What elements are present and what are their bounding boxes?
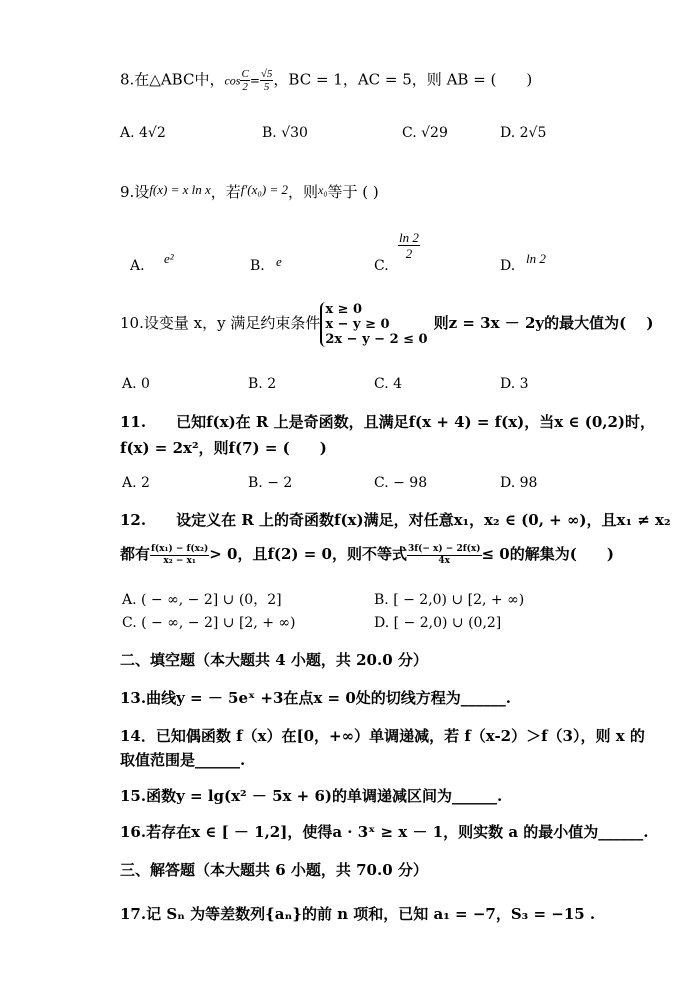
q9-optc-den: 2 [405,246,413,261]
q15-text: 15.函数y = lg(x² － 5x + 6)的单调递减区间为______. [120,787,503,805]
q9-option-a-value: e² [164,251,174,266]
q9-option-d-label: D. [500,258,516,274]
q10-stem-text: 10.设变量 x，y 满足约束条件 [120,314,321,332]
q11-option-b: B. − 2 [248,475,293,491]
q8-value-frac [260,68,274,93]
section-answer-title: 三、解答题（本大题共 6 小题，共 70.0 分） [120,861,428,879]
q12-option-d: D. [ − 2,0) ∪ (0,2] [374,615,502,631]
q8-option-d: D. 2√5 [500,125,547,141]
q9-mid: ，若 [210,183,241,201]
q16-text: 16.若存在x ∈ [ － 1,2]，使得a · 3ˣ ≥ x － 1，则实数 a 的最小值为______. [120,823,649,841]
q10-suffix: 则z = 3x － 2y的最大值为( ) [433,314,654,332]
q10-option-c: C. 4 [374,376,403,392]
q8-option-c: C. √29 [402,125,448,141]
q10-option-a: A. 0 [122,376,150,392]
q11-line1: 11. 已知f(x)在 R 上是奇函数，且满足f(x + 4) = f(x)，当x ∈ (0,2)时， [120,413,656,431]
q12-line1: 12. 设定义在 R 上的奇函数f(x)满足，对任意x₁，x₂ ∈ (0, + ∞)，且x₁ ≠ x₂ [120,511,671,529]
q12-frac2 [407,544,482,567]
q12-line2-prefix: 都有 [120,545,151,563]
q13-text: 13.曲线y = － 5eˣ +3在点x = 0处的切线方程为______. [120,689,511,707]
q8-cos-label: cos [224,73,241,88]
section-fill-in-title: 二、填空题（本大题共 4 小题，共 20.0 分） [120,651,428,669]
q10-stem [120,300,654,347]
q12-line2-mid: > 0，且f(2) = 0，则不等式 [209,545,407,563]
q10-constraint-system [320,302,427,347]
q8-val-num: √5 [260,68,273,80]
q12-frac2-num: 3f(− x) − 2f(x) [407,543,481,554]
q8-option-a: A. 4√2 [120,125,166,141]
q10-option-d: D. 3 [500,376,529,392]
q8-stem [120,68,532,93]
q8-option-b: B. √30 [262,125,308,141]
q12-frac1-num: f(x₁) − f(x₂) [151,543,209,554]
q10-option-b: B. 2 [248,376,277,392]
q10-constraint-1: x ≥ 0 [325,301,363,317]
q14-line1: 14．已知偶函数 f（x）在[0，+∞）单调递减，若 f（x-2）＞f（3），则 x 的 [120,727,645,745]
q9-func: f(x) = x ln x [149,182,211,197]
q12-option-c: C. ( − ∞, − 2] ∪ [2, + ∞) [122,615,296,631]
q12-option-b: B. [ − 2,0) ∪ [2, + ∞) [374,592,525,608]
q8-stem-prefix: 8.在△ABC中， [120,70,225,89]
q17-text: 17.记 Sₙ 为等差数列{aₙ}的前 n 项和，已知 a₁ = −7，S₃ = −15 . [120,905,596,923]
q8-given: ，BC = 1，AC = 5，则 AB = ( ) [273,70,533,89]
q9-option-c-value [398,230,420,261]
q11-option-d: D. 98 [500,475,538,491]
q12-frac2-den: 4x [438,555,451,566]
q8-half-angle-frac [240,68,249,93]
q11-option-a: A. 2 [122,475,150,491]
q9-option-a-label: A. [130,258,145,274]
q8-equals: = [249,73,260,88]
q11-line2: f(x) = 2x²，则f(7) = ( ) [120,439,327,457]
q12-line2 [120,540,614,568]
q14-line2: 取值范围是______. [120,751,246,769]
q9-option-b-label: B. [250,258,265,274]
q9-option-b-value: e [276,254,282,269]
q11-option-c: C. − 98 [374,475,428,491]
q12-line2-suffix: ≤ 0的解集为( ) [481,545,614,563]
q9-deriv: f′(x₀) = 2 [240,182,288,197]
q9-option-c-label: C. [374,258,389,274]
q12-option-a: A. ( − ∞, − 2] ∪ (0，2] [122,592,282,608]
q9-suffix: 等于 ( ) [327,183,379,201]
q8-half-num: C [241,68,249,80]
q9-option-d-value: ln 2 [526,251,546,266]
q12-frac1-den: x₂ − x₁ [163,555,196,566]
q9-optc-num: ln 2 [399,230,419,245]
q9-stem [120,180,379,202]
q12-frac1 [150,544,209,567]
q8-val-den: 5 [263,81,270,93]
q10-constraint-3: 2x − y − 2 ≤ 0 [325,331,428,347]
q10-constraint-2: x − y ≥ 0 [325,316,390,332]
q8-half-den: 2 [242,81,248,93]
q9-stem-prefix: 9.设 [120,183,150,201]
q9-x0: x₀ [318,183,328,197]
q9-suffix-pre: ，则 [287,183,318,201]
